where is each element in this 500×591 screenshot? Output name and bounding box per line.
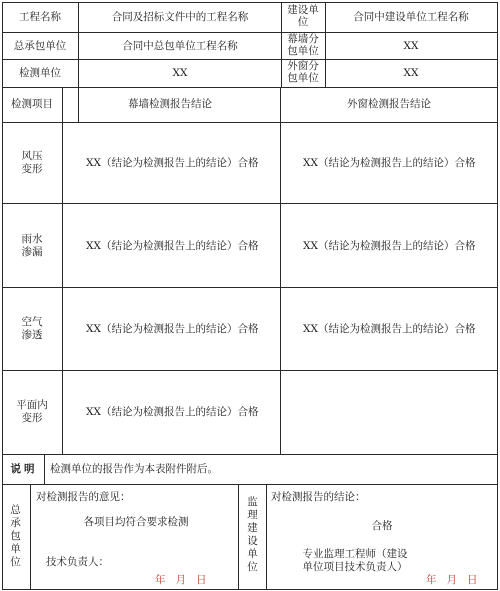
curtain-wall-sub-value: XX <box>403 40 419 52</box>
item-rain-leakage: 雨水渗漏 <box>21 233 43 258</box>
supervision-conclusion: 合格 <box>371 520 393 532</box>
rule <box>30 484 31 589</box>
border-bottom <box>2 589 497 590</box>
general-contractor-value: 合同中总包单位工程名称 <box>122 40 238 52</box>
curtain-wall-result: XX（结论为检测报告上的结论）合格 <box>86 323 259 335</box>
note-label: 说明 <box>10 463 38 475</box>
item-air-permeability: 空气渗透 <box>21 316 43 341</box>
window-sub-value: XX <box>403 67 419 79</box>
rule <box>2 203 497 204</box>
rule <box>2 32 497 33</box>
rule <box>238 484 239 589</box>
general-contractor-label: 总承包单位 <box>13 40 67 52</box>
curtain-wall-conclusion-header: 幕墙检测报告结论 <box>128 98 212 110</box>
rule <box>2 122 497 123</box>
contractor-opinion-title: 对检测报告的意见： <box>36 491 131 503</box>
general-contractor-signature-label: 总承包单位 <box>10 504 21 568</box>
contractor-opinion: 各项目均符合要求检测 <box>83 516 189 528</box>
rule <box>78 2 79 122</box>
note-text: 检测单位的报告作为本表附件附后。 <box>50 463 218 475</box>
testing-unit-label: 检测单位 <box>19 67 61 79</box>
curtain-wall-result: XX（结论为检测报告上的结论）合格 <box>86 406 259 418</box>
rule <box>2 454 497 455</box>
supervision-date: 年月日 <box>426 574 488 586</box>
contractor-date: 年月日 <box>155 574 217 586</box>
border-right <box>497 2 498 590</box>
supervision-signature-label: 监理建设单位 <box>247 496 258 573</box>
curtain-wall-result: XX（结论为检测报告上的结论）合格 <box>86 240 259 252</box>
contractor-tech-lead: 技术负责人： <box>46 556 109 568</box>
item-wind-pressure: 风压变形 <box>21 150 43 175</box>
rule <box>266 484 267 589</box>
window-result: XX（结论为检测报告上的结论）合格 <box>303 240 476 252</box>
testing-unit-value: XX <box>172 67 188 79</box>
item-in-plane-deformation: 平面内变形 <box>16 399 48 424</box>
window-result: XX（结论为检测报告上的结论）合格 <box>303 157 476 169</box>
supervision-engineer-line2: 单位项目技术负责人） <box>302 561 408 573</box>
border-left <box>2 2 3 590</box>
rule <box>2 87 497 88</box>
rule <box>2 370 497 371</box>
project-name-label: 工程名称 <box>19 11 61 23</box>
rule <box>2 287 497 288</box>
curtain-wall-result: XX（结论为检测报告上的结论）合格 <box>86 157 259 169</box>
rule <box>2 484 497 485</box>
rule <box>325 2 326 87</box>
window-conclusion-header: 外窗检测报告结论 <box>347 98 431 110</box>
rule <box>44 454 45 484</box>
test-item-header: 检测项目 <box>11 98 53 110</box>
rule <box>62 87 63 454</box>
rule <box>281 2 282 87</box>
supervision-conclusion-title: 对检测报告的结论： <box>271 491 366 503</box>
rule <box>280 87 281 454</box>
curtain-wall-sub-label: 幕墙分包单位 <box>287 33 319 57</box>
window-result: XX（结论为检测报告上的结论）合格 <box>303 323 476 335</box>
window-sub-label: 外窗分包单位 <box>287 60 319 84</box>
border-top <box>2 2 497 3</box>
rule <box>2 59 497 60</box>
project-name-value: 合同及招标文件中的工程名称 <box>111 11 249 23</box>
owner-unit-value: 合同中建设单位工程名称 <box>353 11 469 23</box>
supervision-engineer-line1: 专业监理工程师（建设 <box>302 548 408 560</box>
owner-unit-label: 建设单位 <box>287 4 319 28</box>
